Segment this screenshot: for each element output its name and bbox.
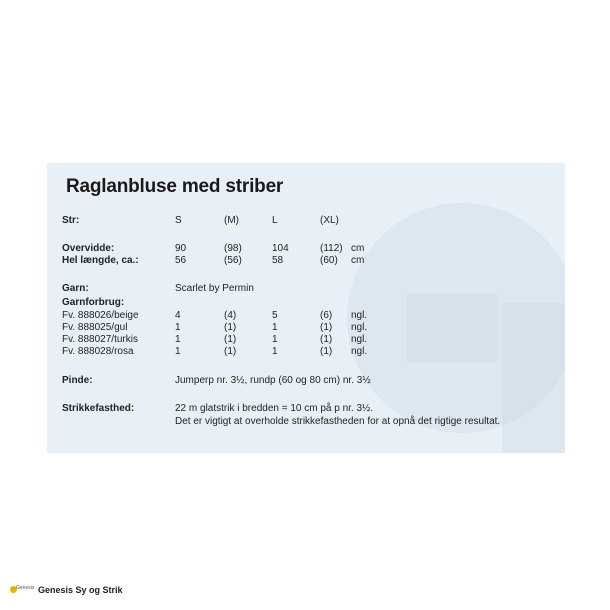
measurement-value: (60) bbox=[320, 255, 338, 266]
yarn-value: Scarlet by Permin bbox=[175, 283, 254, 294]
size-value: L bbox=[272, 215, 278, 226]
yarn-amount: 5 bbox=[272, 310, 278, 321]
yarn-amount: 1 bbox=[175, 334, 181, 345]
yarn-amount: 1 bbox=[272, 322, 278, 333]
yarn-amount: 1 bbox=[175, 346, 181, 357]
yarn-amount: 1 bbox=[272, 334, 278, 345]
measurement-label: Overvidde: bbox=[62, 243, 115, 254]
measurement-unit: cm bbox=[351, 243, 365, 254]
measurement-value: 90 bbox=[175, 243, 187, 254]
size-value: (XL) bbox=[320, 215, 339, 226]
gauge-line: 22 m glatstrik i bredden = 10 cm på p nr. 3½. bbox=[175, 403, 374, 414]
yarn-amount: (4) bbox=[224, 310, 237, 321]
gauge-note: Det er vigtigt at overholde strikkefastheden for at opnå det rigtige resultat. bbox=[175, 416, 501, 427]
size-value: S bbox=[175, 215, 182, 226]
sizes-label: Str: bbox=[62, 215, 80, 226]
yarn-amount: (1) bbox=[224, 334, 237, 345]
measurement-value: 56 bbox=[175, 255, 187, 266]
yarn-unit: ngl. bbox=[351, 310, 368, 321]
yarn-amount: 1 bbox=[175, 322, 181, 333]
yarn-amount: (1) bbox=[224, 322, 237, 333]
measurement-value: (98) bbox=[224, 243, 242, 254]
yarn-amount: 1 bbox=[272, 346, 278, 357]
yarn-color-label: Fv. 888026/beige bbox=[62, 310, 139, 321]
yarn-amount: 4 bbox=[175, 310, 181, 321]
yarn-unit: ngl. bbox=[351, 322, 368, 333]
background-shape bbox=[407, 293, 497, 363]
yarn-amount: (1) bbox=[320, 322, 333, 333]
logo-wordmark: Genesis bbox=[16, 585, 35, 591]
yarn-unit: ngl. bbox=[351, 334, 368, 345]
size-value: (M) bbox=[224, 215, 239, 226]
yarn-amount: (6) bbox=[320, 310, 333, 321]
background-shape bbox=[502, 303, 565, 453]
needles-label: Pinde: bbox=[62, 375, 93, 386]
yarn-label: Garn: bbox=[62, 283, 89, 294]
gauge-label: Strikkefasthed: bbox=[62, 403, 135, 414]
measurement-value: (112) bbox=[320, 243, 343, 254]
yarn-unit: ngl. bbox=[351, 346, 368, 357]
yarn-color-label: Fv. 888025/gul bbox=[62, 322, 128, 333]
genesis-logo bbox=[10, 585, 35, 595]
yarn-color-label: Fv. 888028/rosa bbox=[62, 346, 134, 357]
pattern-info-card bbox=[47, 163, 565, 453]
measurement-value: 104 bbox=[272, 243, 289, 254]
measurement-unit: cm bbox=[351, 255, 365, 266]
pattern-title: Raglanbluse med striber bbox=[66, 176, 284, 197]
yarn-amount: (1) bbox=[320, 334, 333, 345]
yarn-color-label: Fv. 888027/turkis bbox=[62, 334, 138, 345]
yarn-usage-label: Garnforbrug: bbox=[62, 297, 125, 308]
measurement-value: (56) bbox=[224, 255, 242, 266]
yarn-amount: (1) bbox=[224, 346, 237, 357]
measurement-value: 58 bbox=[272, 255, 284, 266]
yarn-amount: (1) bbox=[320, 346, 333, 357]
footer bbox=[10, 583, 123, 597]
needles-value: Jumperp nr. 3½, rundp (60 og 80 cm) nr. 3½ bbox=[175, 375, 371, 386]
measurement-label: Hel længde, ca.: bbox=[62, 255, 139, 266]
footer-brand-text: Genesis Sy og Strik bbox=[38, 585, 123, 595]
